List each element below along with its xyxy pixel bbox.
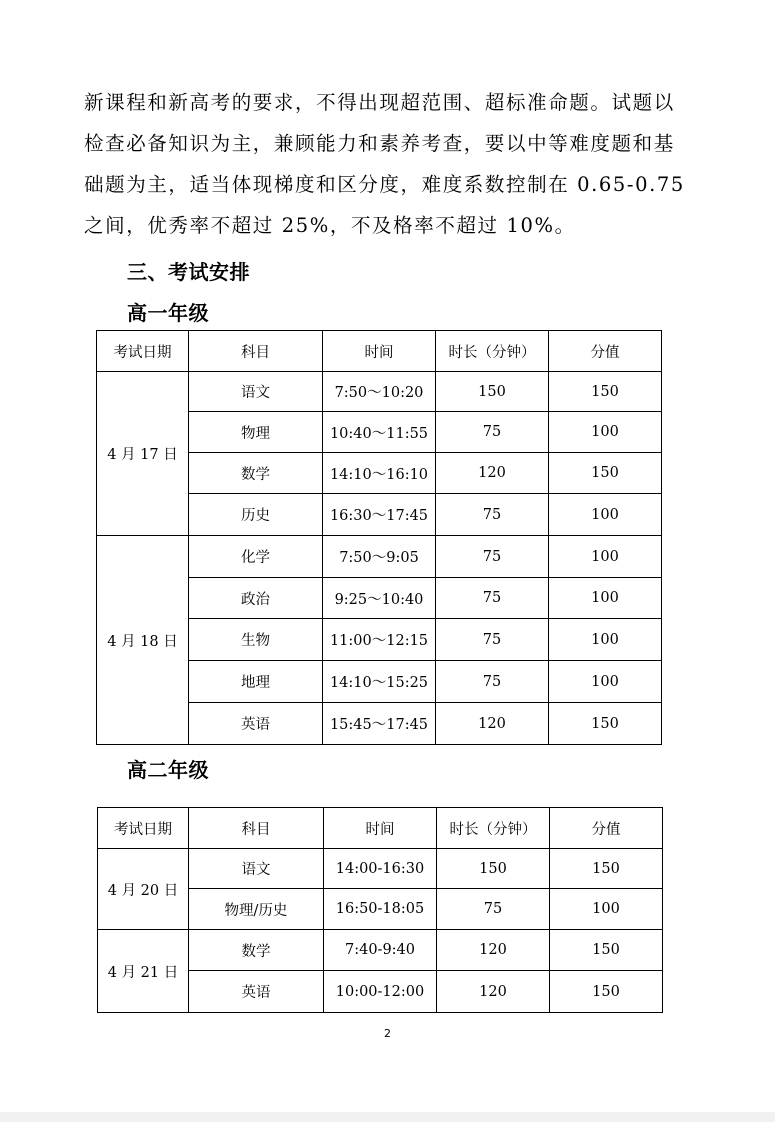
subject-cell: 英语: [189, 971, 324, 1013]
grade2-heading: 高二年级: [127, 758, 209, 782]
table-header-row: [97, 331, 662, 372]
time-cell: 14:10～15:25: [323, 661, 436, 703]
score-cell: 150: [549, 372, 662, 412]
header-subject: 科目: [189, 331, 323, 372]
body-paragraph: [84, 82, 685, 246]
duration-cell: 75: [436, 412, 549, 453]
duration-cell: 150: [436, 372, 549, 412]
paragraph-line: 新课程和新高考的要求，不得出现超范围、超标准命题。试题以: [84, 91, 675, 114]
time-cell: 16:50-18:05: [324, 889, 437, 930]
header-date: 考试日期: [98, 808, 189, 849]
duration-cell: 120: [436, 453, 549, 494]
duration-cell: 120: [437, 971, 550, 1013]
score-cell: 100: [549, 619, 662, 661]
time-cell: 7:50～9:05: [323, 536, 436, 578]
time-cell: 14:10～16:10: [323, 453, 436, 494]
time-cell: 11:00～12:15: [323, 619, 436, 661]
subject-cell: 政治: [189, 578, 323, 619]
duration-cell: 75: [436, 536, 549, 578]
section-heading: 三、考试安排: [127, 260, 250, 284]
time-cell: 10:00-12:00: [324, 971, 437, 1013]
header-score: 分值: [549, 331, 662, 372]
page-number: 2: [384, 1027, 391, 1040]
table-row: [98, 849, 663, 889]
subject-cell: 历史: [189, 494, 323, 536]
subject-cell: 英语: [189, 703, 323, 745]
score-cell: 150: [550, 849, 663, 889]
duration-cell: 120: [437, 930, 550, 971]
paragraph-line: 检查必备知识为主，兼顾能力和素养考查，要以中等难度题和基: [84, 132, 675, 155]
paragraph-line: 础题为主，适当体现梯度和区分度，难度系数控制在 0.65-0.75: [84, 173, 685, 196]
grade1-heading: 高一年级: [127, 301, 209, 325]
score-cell: 100: [550, 889, 663, 930]
header-duration: 时长（分钟）: [436, 331, 549, 372]
duration-cell: 75: [436, 494, 549, 536]
score-cell: 100: [549, 661, 662, 703]
score-cell: 100: [549, 412, 662, 453]
score-cell: 100: [549, 578, 662, 619]
header-score: 分值: [550, 808, 663, 849]
duration-cell: 75: [436, 619, 549, 661]
score-cell: 100: [549, 536, 662, 578]
subject-cell: 数学: [189, 453, 323, 494]
score-cell: 100: [549, 494, 662, 536]
page-bottom-edge: [0, 1112, 775, 1122]
header-time: 时间: [323, 331, 436, 372]
time-cell: 15:45～17:45: [323, 703, 436, 745]
time-cell: 10:40～11:55: [323, 412, 436, 453]
date-cell: 4 月 20 日: [98, 849, 189, 930]
header-subject: 科目: [189, 808, 324, 849]
time-cell: 9:25～10:40: [323, 578, 436, 619]
duration-cell: 75: [436, 661, 549, 703]
score-cell: 150: [550, 971, 663, 1013]
time-cell: 7:40-9:40: [324, 930, 437, 971]
duration-cell: 75: [437, 889, 550, 930]
score-cell: 150: [549, 453, 662, 494]
table-row: [97, 372, 662, 412]
time-cell: 16:30～17:45: [323, 494, 436, 536]
grade2-schedule-table: [97, 807, 663, 1013]
paragraph-line: 之间，优秀率不超过 25%，不及格率不超过 10%。: [84, 214, 576, 237]
subject-cell: 物理/历史: [189, 889, 324, 930]
subject-cell: 语文: [189, 372, 323, 412]
date-cell: 4 月 21 日: [98, 930, 189, 1013]
header-duration: 时长（分钟）: [437, 808, 550, 849]
header-date: 考试日期: [97, 331, 189, 372]
score-cell: 150: [549, 703, 662, 745]
duration-cell: 150: [437, 849, 550, 889]
table-row: [97, 536, 662, 578]
subject-cell: 语文: [189, 849, 324, 889]
date-cell: 4 月 18 日: [97, 536, 189, 745]
subject-cell: 数学: [189, 930, 324, 971]
header-time: 时间: [324, 808, 437, 849]
subject-cell: 地理: [189, 661, 323, 703]
score-cell: 150: [550, 930, 663, 971]
subject-cell: 物理: [189, 412, 323, 453]
table-row: [98, 930, 663, 971]
subject-cell: 生物: [189, 619, 323, 661]
table-header-row: [98, 808, 663, 849]
time-cell: 7:50～10:20: [323, 372, 436, 412]
date-cell: 4 月 17 日: [97, 372, 189, 536]
duration-cell: 75: [436, 578, 549, 619]
time-cell: 14:00-16:30: [324, 849, 437, 889]
duration-cell: 120: [436, 703, 549, 745]
subject-cell: 化学: [189, 536, 323, 578]
grade1-schedule-table: [96, 330, 662, 745]
